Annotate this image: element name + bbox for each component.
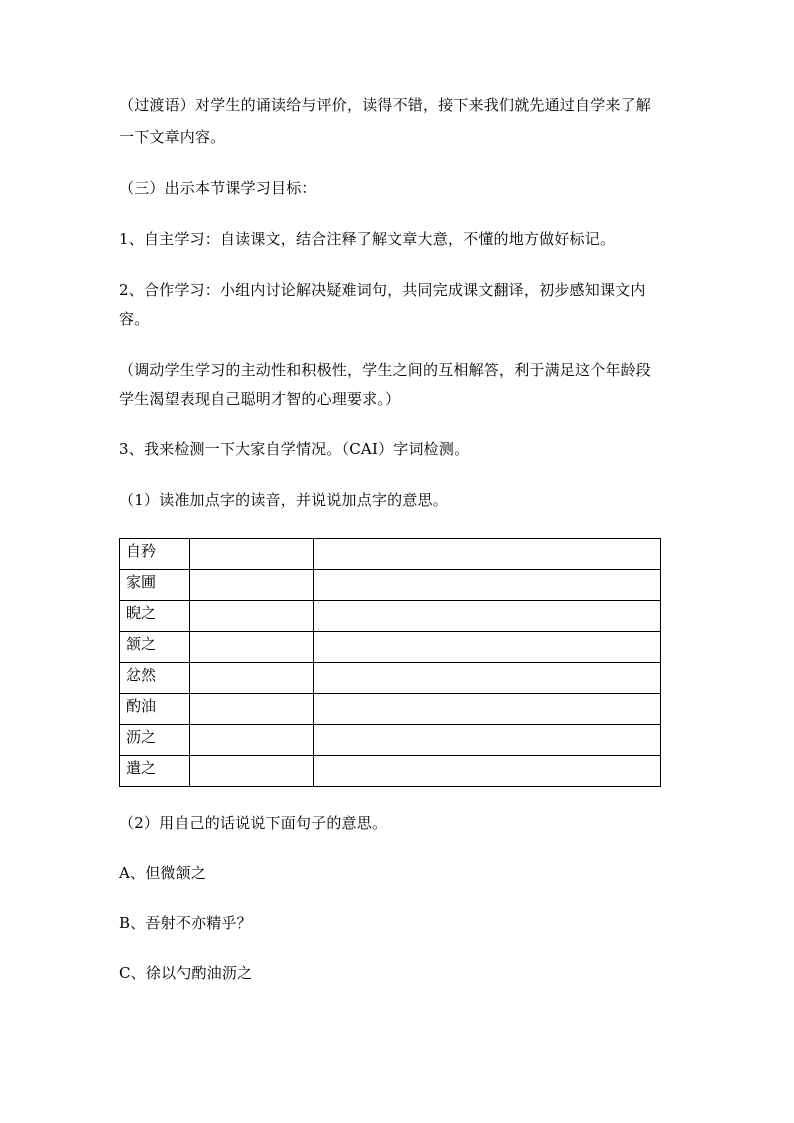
goal-self-check: 3、我来检测一下大家自学情况。（CAI）字词检测。 (119, 440, 470, 458)
transition-paragraph-line-2: 一下文章内容。 (119, 128, 226, 146)
meaning-cell (314, 539, 661, 570)
task-paraphrase: （2）用自己的话说说下面句子的意思。 (119, 814, 388, 832)
pronunciation-cell (190, 539, 314, 570)
teaching-note-line-1: （调动学生学习的主动性和积极性，学生之间的互相解答，利于满足这个年龄段 (119, 361, 652, 379)
table-row (120, 663, 661, 694)
table-row (120, 725, 661, 756)
vocab-word-cell: 睨之 (120, 601, 190, 632)
table-row (120, 601, 661, 632)
teaching-note-line-2: 学生渴望表现自己聪明才智的心理要求。） (119, 390, 401, 408)
meaning-cell (314, 570, 661, 601)
vocab-word-cell: 酌油 (120, 694, 190, 725)
pronunciation-cell (190, 663, 314, 694)
pronunciation-cell (190, 694, 314, 725)
meaning-cell (314, 663, 661, 694)
task-pronunciation: （1）读准加点字的读音，并说说加点字的意思。 (119, 491, 448, 509)
meaning-cell (314, 601, 661, 632)
meaning-cell (314, 632, 661, 663)
vocab-word-cell: 忿然 (120, 663, 190, 694)
table-row (120, 756, 661, 787)
goal-self-study: 1、自主学习：自读课文，结合注释了解文章大意，不懂的地方做好标记。 (119, 230, 616, 248)
table-row (120, 632, 661, 663)
meaning-cell (314, 756, 661, 787)
goal-cooperative-study-line-1: 2、合作学习：小组内讨论解决疑难词句，共同完成课文翻译，初步感知课文内 (119, 281, 646, 299)
sentence-c: C、徐以勺酌油沥之 (119, 964, 253, 982)
pronunciation-cell (190, 725, 314, 756)
goal-cooperative-study-line-2: 容。 (119, 310, 150, 328)
vocab-word-cell: 颔之 (120, 632, 190, 663)
sentence-b: B、吾射不亦精乎？ (119, 914, 252, 932)
transition-paragraph-line-1: （过渡语）对学生的诵读给与评价，读得不错，接下来我们就先通过自学来了解 (119, 96, 652, 114)
section-heading-learning-goals: （三）出示本节课学习目标： (119, 179, 317, 197)
vocab-word-cell: 沥之 (120, 725, 190, 756)
pronunciation-cell (190, 601, 314, 632)
pronunciation-cell (190, 632, 314, 663)
vocab-word-cell: 遣之 (120, 756, 190, 787)
sentence-a: A、但微颔之 (119, 864, 207, 882)
meaning-cell (314, 725, 661, 756)
table-row (120, 570, 661, 601)
table-row (120, 539, 661, 570)
vocab-word-cell: 自矜 (120, 539, 190, 570)
meaning-cell (314, 694, 661, 725)
pronunciation-cell (190, 756, 314, 787)
vocab-word-cell: 家圃 (120, 570, 190, 601)
pronunciation-cell (190, 570, 314, 601)
table-row (120, 694, 661, 725)
vocab-table (119, 538, 661, 787)
